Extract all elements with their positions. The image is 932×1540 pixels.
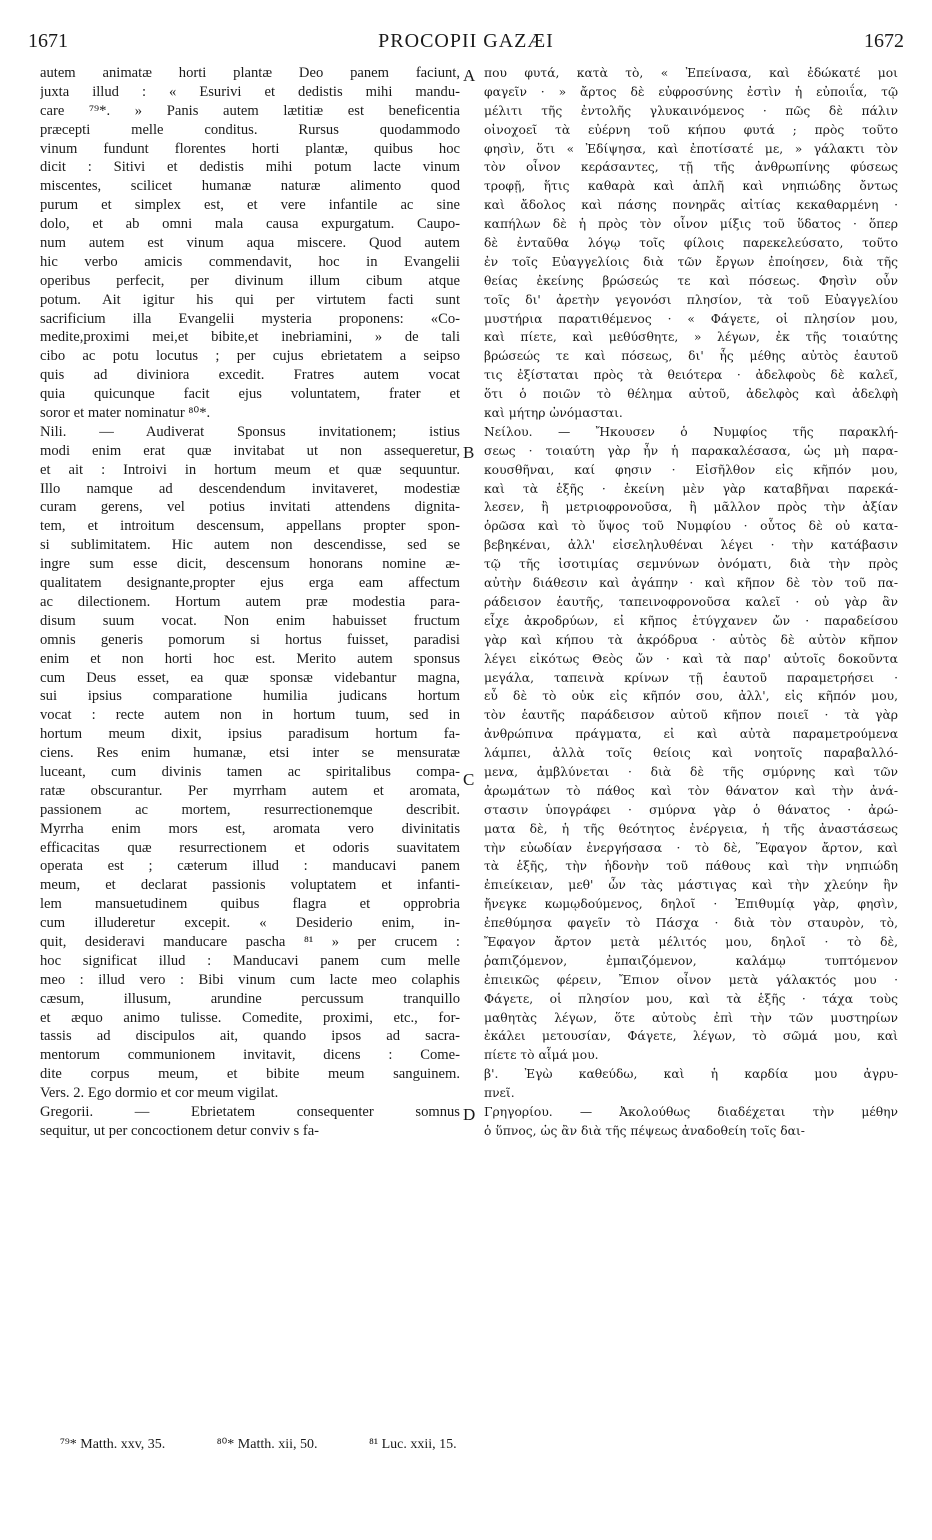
text-line: luceant, cum divinis tamen ac spiritalibus compa- xyxy=(40,763,460,780)
text-line: disum suum vocat. Non enim habuisset fructum xyxy=(40,612,460,629)
text-line: καπήλων δὲ ἡ πρὸς τὸν οἶνον μίξις τοῦ ὕδατος · ὅπερ xyxy=(484,217,898,232)
text-line: soror et mater nominatur ⁸⁰*. xyxy=(40,405,211,422)
footnote: ⁷⁹* Matth. xxv, 35. xyxy=(60,1437,166,1452)
text-line: operata est ; cæterum illud : manducavi panem xyxy=(40,858,460,875)
text-line: ῥαπιζόμενον, ἐμπαιζόμενον, καλάμῳ τυπτόμενον xyxy=(484,953,898,968)
text-line: ciens. Res enim humanæ, etsi inter se mensuratæ xyxy=(40,745,460,762)
text-line: μέλιτι τῆς ἐντολῆς γλυκαινόμενος · πῶς δὲ πάλιν xyxy=(484,103,898,118)
text-line: miscentes, scilicet humanæ naturæ alimento quod xyxy=(40,178,460,195)
text-line: τὸν ἑαυτῆς παράδεισον αὐτοῦ κῆπον ποιεῖ · τὰ γὰρ xyxy=(484,708,898,723)
text-line: Φάγετε, οἱ πλησίον μου, καὶ τὰ ἑξῆς · τάχα τοὺς xyxy=(484,991,898,1006)
text-line: θείας ἐκείνης βρώσεώς τε καὶ πόσεως. Φησὶν οὖν xyxy=(484,273,898,288)
page-number-left: 1671 xyxy=(28,30,68,52)
text-line: quia quicunque facit ejus voluntatem, frater et xyxy=(40,386,460,403)
text-line: καὶ μήτηρ ὠνόμασται. xyxy=(484,406,623,421)
text-line: si sublimitatem. Hic autem non descendisse, sed se xyxy=(40,537,460,554)
text-line: cæsum, illusum, arundine percussum tranquillo xyxy=(40,990,460,1007)
text-line: care ⁷⁹*. » Panis autem lætitiæ est beneficentia xyxy=(40,102,460,119)
text-line: juxta illud : « Esurivi et dedistis mihi mandu- xyxy=(40,83,460,100)
text-line: στασιν ὑπογράφει · σμύρνα γὰρ ὁ θάνατος · ἀρώ- xyxy=(484,802,898,817)
text-line: γὰρ καὶ κήπου τὰ ἀκρόδρυα · αὐτὸς δὲ αὐτὸν κῆπον xyxy=(484,632,898,647)
text-line: mentorum communionem invitavit, dicens : Come- xyxy=(40,1047,460,1064)
text-line: ratæ obscurantur. Per myrrham autem et aromata, xyxy=(40,782,460,799)
text-line: sacrificium illa Evangelii mysteria proponens: «Co- xyxy=(40,310,460,327)
text-line: μαθητὰς λέγων, ὅτε αὐτοὺς ἐπὶ τὴν τῶν μυστηρίων xyxy=(484,1010,898,1025)
margin-letter-c: C xyxy=(463,770,475,789)
text-line: τοῖς δι' ἀρετὴν γεγονόσι πλησίον, τὰ τοῦ Εὐαγγελίου xyxy=(484,292,898,307)
greek-column xyxy=(484,64,898,1141)
text-line: potum. Ait igitur his qui per virtutem facti sunt xyxy=(40,291,460,308)
text-line: ἐπεθύμησα φαγεῖν τὸ Πάσχα · διὰ τὸν σταυρὸν, τὸ, xyxy=(484,916,898,931)
text-line: quis ad diviniora excedit. Fratres autem vocat xyxy=(40,367,460,384)
text-line: τῷ τῆς ἰσοτιμίας σεμνύνων ὀνόματι, διὰ τὴν πρὸς xyxy=(484,557,898,572)
text-line: autem animatæ horti plantæ Deo panem faciunt, xyxy=(40,65,460,81)
text-line: et ait : Introivi in hortum meum et quæ sequuntur. xyxy=(40,461,460,478)
text-line: operibus perfecit, per divinum illum cibum atque xyxy=(40,272,460,289)
text-line: Γρηγορίου. — Ἀκολούθως διαδέχεται τὴν μέθην xyxy=(484,1104,898,1119)
text-line: καὶ ἄδολος καὶ πάσης πονηρᾶς αἰτίας κεκαθαρμένη · xyxy=(484,198,898,213)
text-line: modi enim erat quæ invitabat ut non assequeretur, xyxy=(40,442,460,459)
text-line: βρώσεώς τε καὶ πόσεως, δι' ἧς μέθης αὐτὸς ἑαυτοῦ xyxy=(484,349,898,364)
text-line: hortum meum dixit, ipsius paradisum hortum fa- xyxy=(40,726,460,743)
text-line: dolo, et ab omni mala causa expurgatum. Caupo- xyxy=(40,216,460,233)
text-line: Nili. — Audiverat Sponsus invitationem; istius xyxy=(40,423,460,440)
text-line: ράδεισον ἑαυτῆς, ταπεινοφρονοῦσα καλεῖ · οὐ γὰρ ἂν xyxy=(484,594,898,609)
text-line: βεβηκέναι, ἀλλ' εἰσεληλυθέναι λέγει · τὴν κατάβασιν xyxy=(484,538,898,553)
text-line: ac dilectionem. Hortum autem præ modestia para- xyxy=(40,593,460,610)
text-line: enim et non horti hoc est. Merito autem sponsus xyxy=(40,650,460,667)
text-line: cum Deus esset, ea quæ sponsæ videbantur magna, xyxy=(40,669,460,686)
text-line: præcepti melle conditus. Rursus quodammodo xyxy=(40,121,460,138)
text-line: sui ipsius comparatione humilia judicans hortum xyxy=(40,688,460,705)
text-line: εὖ δὲ τὸ οὐκ εἰς κῆπόν σου, ἀλλ', εἰς κῆπόν μου, xyxy=(484,689,898,704)
margin-letter-b: B xyxy=(463,443,475,462)
page-header xyxy=(28,30,904,60)
text-line: ἤνεγκε κωμῳδούμενος, δηλοῖ · Ἐπιθυμίᾳ γὰρ, φησὶν, xyxy=(484,897,898,912)
text-line: καὶ πίετε, καὶ μεθύσθητε, » λέγων, ἐκ τῆς τοιαύτης xyxy=(484,330,898,345)
text-line: dicit : Sitivi et dedistis mihi potum lacte vinum xyxy=(40,159,460,176)
footnote: ⁸⁰* Matth. xii, 50. xyxy=(216,1437,318,1452)
text-line: dite corpus meum, et bibite meum sanguinem. xyxy=(40,1066,460,1083)
text-line: τὴν εὐωδίαν ἐνεργήσασα · τὸ δὲ, Ἔφαγον ἄρτον, καὶ xyxy=(484,840,898,855)
text-line: σεως · τοιαύτη γὰρ ἦν ἡ παρακαλέσασα, ὡς μὴ παρα- xyxy=(484,443,898,458)
margin-letter-a: A xyxy=(463,66,476,85)
text-line: μενα, ἀμβλύνεται · διὰ δὲ τῆς σμύρνης καὶ τῶν xyxy=(484,764,898,779)
text-line: ἀνθρώπινα πράγματα, εἰ καὶ αὐτὰ παραμετρούμενα xyxy=(484,727,898,742)
footnote: ⁸¹ Luc. xxii, 15. xyxy=(369,1437,457,1452)
text-line: ingre sum esse dicit, descensum honorans nomine æ- xyxy=(40,556,460,573)
text-line: φαγεῖν · » ἄρτος δὲ εὐφροσύνης ἐστὶν ἡ εὐποιΐα, τῷ xyxy=(484,84,898,99)
latin-column xyxy=(40,64,460,1141)
text-line: cibo ac potu locutus ; per cujus ebrietatem a seipso xyxy=(40,348,460,365)
text-line: omnis generis pomorum si hortus fuisset, paradisi xyxy=(40,631,460,648)
text-line: εἶχε ἀκροδρύων, εἰ κῆπος ἐτύγχανεν ὤν · παραδείσου xyxy=(484,613,898,628)
text-line: ἐκάλει μετουσίαν, Φάγετε, λέγων, τὸ σῶμά μου, καὶ xyxy=(484,1029,898,1044)
footnotes xyxy=(60,1436,760,1453)
text-line: που φυτά, κατὰ τὸ, « Ἐπείνασα, καὶ ἐδώκατέ μοι xyxy=(484,66,898,80)
text-line: purum et simplex est, et vere infantile ac sine xyxy=(40,197,460,214)
text-line: φησὶν, ὅτι « Ἐδίψησα, καὶ ἐποτίσατέ με, » γάλακτι τὸν xyxy=(484,141,898,156)
text-line: δὲ ἐνταῦθα λόγῳ τοῖς φίλοις παρεκελεύσατο, τοῦτο xyxy=(484,236,898,251)
text-line: medite,proximi mei,et bibite,et inebriamini, » de tali xyxy=(40,329,460,346)
text-line: efficacitas quæ resurrectionem et odoris suavitatem xyxy=(40,839,460,856)
text-line: τὸν οἶνον κεράσαντες, τῇ τῆς ἀνθρωπίνης φύσεως xyxy=(484,160,898,175)
text-line: τὰ ἑξῆς, τὴν ἡδονὴν τοῦ πάθους καὶ τὴν νηπιώδη xyxy=(484,859,898,874)
text-line: passionem ac mortem, resurrectionemque describit. xyxy=(40,801,460,818)
text-line: tem, et introitum descensum, appellans propter spon- xyxy=(40,518,460,535)
text-line: β'. Ἐγὼ καθεύδω, καὶ ἡ καρδία μου ἀγρυ- xyxy=(484,1067,898,1082)
text-line: οἰνοχοεῖ τὰ εὐέρνη τοῦ κήπου φυτά ; πρὸς τοῦτο xyxy=(484,122,898,137)
text-line: vocat : recte autem non in hortum tuum, sed in xyxy=(40,707,460,724)
text-line: cum illuderetur excepit. « Desiderio enim, in- xyxy=(40,915,460,932)
text-line: tassis ad discipulos ait, quando ipsos ad sacra- xyxy=(40,1028,460,1045)
running-title: PROCOPII GAZÆI xyxy=(378,30,554,52)
text-line: vinum fundunt florentes horti plantæ, quibus hoc xyxy=(40,140,460,157)
text-line: Ἔφαγον ἄρτον μετὰ μέλιτός μου, δηλοῖ · τὸ δὲ, xyxy=(484,934,898,949)
text-line: meo : illud vero : Bibi vinum cum lacte meo colaphis xyxy=(40,971,460,988)
text-line: λάμπει, ἀλλὰ τοῖς θείοις καὶ νοητοῖς παραβαλλό- xyxy=(484,746,898,761)
text-line: hoc significat illud : Manducavi panem cum melle xyxy=(40,952,460,969)
text-line: Vers. 2. Ego dormio et cor meum vigilat. xyxy=(40,1085,279,1102)
text-line: καὶ τὰ ἑξῆς · ἐκείνη μὲν γὰρ καταβῆναι παρεκά- xyxy=(484,481,898,496)
text-line: meum, et declarat passionis voluptatem et infanti- xyxy=(40,877,460,894)
text-line: qualitatem designante,propter ejus erga eam affectum xyxy=(40,575,460,592)
text-line: ματα δὲ, ἡ τῆς θεότητος ἐνέργεια, ἡ τῆς ἀναστάσεως xyxy=(484,821,898,836)
text-line: ὁ ὕπνος, ὡς ἂν διὰ τῆς πέψεως ἀναδοθείη τοῖς δαι- xyxy=(484,1123,805,1138)
text-line: Gregorii. — Ebrietatem consequenter somnus xyxy=(40,1103,460,1120)
text-line: hic verbo amicis commendavit, hoc in Evangelii xyxy=(40,253,460,270)
margin-letter-d: D xyxy=(463,1105,476,1124)
text-line: κουσθῆναι, καί φησιν · Εἰσῆλθον εἰς κῆπόν μου, xyxy=(484,462,898,477)
text-line: lem mansuetudinem quibus flagra et opprobria xyxy=(40,896,460,913)
text-line: ὁρῶσα καὶ τὸ ὕψος τοῦ Νυμφίου · οὗτος δὲ οὐ κατα- xyxy=(484,519,898,534)
text-line: λέγει εἰκότως Θεὸς ὤν · καὶ τὰ παρ' αὐτοῖς δοκοῦντα xyxy=(484,651,898,666)
text-line: sequitur, ut per concoctionem detur conviv s fa- xyxy=(40,1122,320,1139)
text-line: et æquo animo tulisse. Comedite, proximi, etc., for- xyxy=(40,1009,460,1026)
text-line: αὐτὴν διάθεσιν καὶ ἀγάπην · καὶ κῆπον δὲ τὸν τοῦ πα- xyxy=(484,576,898,591)
text-line: ἐπιείκειαν, μεθ' ὧν τὰς μάστιγας καὶ τὴν χλεύην ἣν xyxy=(484,878,898,893)
text-line: ὅτι ὁ ποιῶν τὸ θέλημα αὐτοῦ, ἀδελφὸς καὶ ἀδελφὴ xyxy=(484,387,898,402)
text-line: λεσεν, ἢ μετριοφρονοῦσα, ἢ μᾶλλον πρὸς τὴν ἀξίαν xyxy=(484,500,898,515)
text-line: Myrrha enim mors est, aromata vero divinitatis xyxy=(40,820,460,837)
text-line: ἀρωμάτων τὸ πάθος καὶ τὸν θάνατον καὶ τὴν ἀνά- xyxy=(484,783,898,798)
text-line: τις ἐξίσταται πρὸς τὰ θειότερα · ἀδελφοὺς δὲ καλεῖ, xyxy=(484,368,898,383)
text-line: μυστήρια παρατιθέμενος · « Φάγετε, οἱ πλησίον μου, xyxy=(484,311,898,326)
text-line: Illo namque ad descendendum invitaveret, modestiæ xyxy=(40,480,460,497)
text-line: num autem est vinum aqua miscere. Quod autem xyxy=(40,235,460,252)
text-line: τροφῇ, ἥτις καθαρὰ καὶ ἁπλῆ καὶ νηπιώδης ὄντως xyxy=(484,179,898,194)
text-line: ἐν τοῖς Εὐαγγελίοις διὰ τῶν ἔργων ἐποίησεν, διὰ τῆς xyxy=(484,254,898,269)
text-line: πνεῖ. xyxy=(484,1086,515,1101)
page-number-right: 1672 xyxy=(864,30,904,52)
text-line: Νείλου. — Ἤκουσεν ὁ Νυμφίος τῆς παρακλή- xyxy=(484,424,898,439)
text-line: curam gerens, vel potius invitati attendens dignita- xyxy=(40,499,460,516)
text-line: quit, desideravi manducare pascha ⁸¹ » per crucem : xyxy=(40,933,460,950)
text-line: ἐπιεικῶς φέρειν, Ἔπιον οἶνον μετὰ γάλακτός μου · xyxy=(484,972,898,987)
text-line: μεγάλα, ταπεινὰ κρίνων τῇ ἑαυτοῦ παραμετρήσει · xyxy=(484,670,898,685)
text-line: πίετε τὸ αἷμά μου. xyxy=(484,1048,599,1063)
